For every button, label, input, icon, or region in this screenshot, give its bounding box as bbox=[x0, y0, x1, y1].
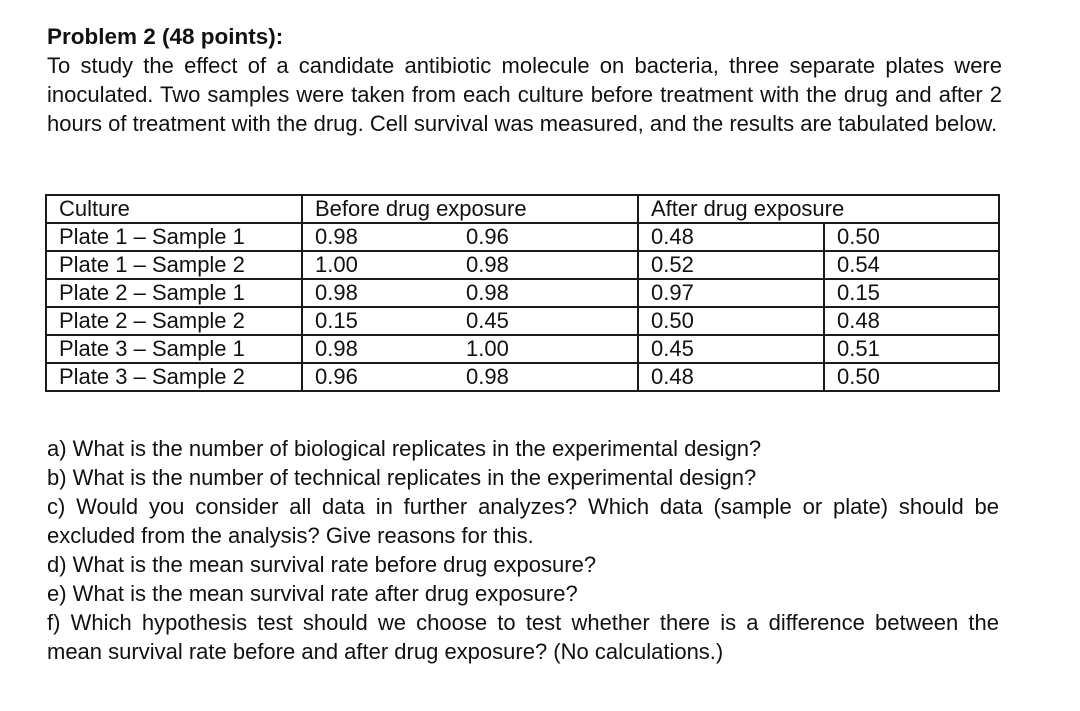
after-value-1: 0.50 bbox=[638, 307, 824, 335]
before-value-2: 0.98 bbox=[454, 279, 638, 307]
after-value-1: 0.48 bbox=[638, 363, 824, 391]
before-value-1: 0.15 bbox=[302, 307, 454, 335]
table-row bbox=[46, 251, 999, 279]
row-label: Plate 1 – Sample 1 bbox=[46, 223, 302, 251]
after-value-2: 0.50 bbox=[824, 363, 999, 391]
before-value-1: 0.98 bbox=[302, 223, 454, 251]
table-row bbox=[46, 223, 999, 251]
after-value-2: 0.15 bbox=[824, 279, 999, 307]
problem-block bbox=[47, 22, 1002, 138]
problem-title: Problem 2 (48 points): bbox=[47, 24, 284, 49]
after-value-2: 0.54 bbox=[824, 251, 999, 279]
before-value-2: 1.00 bbox=[454, 335, 638, 363]
after-value-1: 0.48 bbox=[638, 223, 824, 251]
row-label: Plate 1 – Sample 2 bbox=[46, 251, 302, 279]
table-header-row bbox=[46, 195, 999, 223]
before-value-1: 0.98 bbox=[302, 335, 454, 363]
before-value-2: 0.45 bbox=[454, 307, 638, 335]
before-value-1: 1.00 bbox=[302, 251, 454, 279]
table-row bbox=[46, 307, 999, 335]
before-value-2: 0.98 bbox=[454, 251, 638, 279]
before-value-1: 0.98 bbox=[302, 279, 454, 307]
question-e: e) What is the mean survival rate after drug exposure? bbox=[47, 581, 578, 606]
question-c: c) Would you consider all data in further analyzes? Which data (sample or plate) should be excluded from the analysis? Give reasons for this. bbox=[47, 494, 999, 548]
after-value-1: 0.45 bbox=[638, 335, 824, 363]
after-value-1: 0.97 bbox=[638, 279, 824, 307]
after-value-1: 0.52 bbox=[638, 251, 824, 279]
header-culture: Culture bbox=[46, 195, 302, 223]
header-before: Before drug exposure bbox=[302, 195, 638, 223]
row-label: Plate 2 – Sample 2 bbox=[46, 307, 302, 335]
question-a: a) What is the number of biological replicates in the experimental design? bbox=[47, 436, 762, 461]
question-b: b) What is the number of technical replicates in the experimental design? bbox=[47, 465, 757, 490]
after-value-2: 0.50 bbox=[824, 223, 999, 251]
before-value-1: 0.96 bbox=[302, 363, 454, 391]
question-d: d) What is the mean survival rate before drug exposure? bbox=[47, 552, 597, 577]
survival-table bbox=[45, 194, 1000, 392]
after-value-2: 0.51 bbox=[824, 335, 999, 363]
table-row bbox=[46, 363, 999, 391]
after-value-2: 0.48 bbox=[824, 307, 999, 335]
table-row bbox=[46, 279, 999, 307]
before-value-2: 0.96 bbox=[454, 223, 638, 251]
question-f: f) Which hypothesis test should we choose to test whether there is a difference between the mean survival rate before and after drug exposure? (No calculations.) bbox=[47, 610, 999, 664]
row-label: Plate 3 – Sample 1 bbox=[46, 335, 302, 363]
row-label: Plate 3 – Sample 2 bbox=[46, 363, 302, 391]
header-after: After drug exposure bbox=[638, 195, 999, 223]
table-row bbox=[46, 335, 999, 363]
row-label: Plate 2 – Sample 1 bbox=[46, 279, 302, 307]
questions-list bbox=[47, 434, 999, 666]
problem-intro: To study the effect of a candidate antibiotic molecule on bacteria, three separate plates were inoculated. Two samples were taken from each culture before treatment with the drug and after 2 hours of treatment with the drug. Cell survival was measured, and the results are tabulated below. bbox=[47, 53, 1002, 136]
before-value-2: 0.98 bbox=[454, 363, 638, 391]
